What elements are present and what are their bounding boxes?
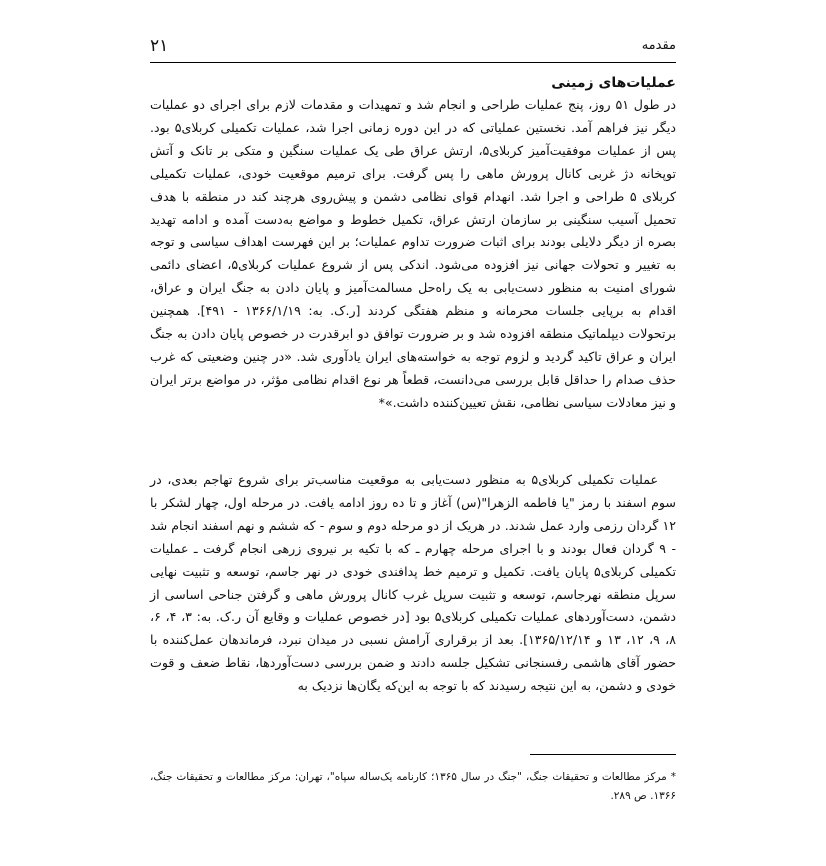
section-heading: عملیات‌های زمینی (551, 75, 676, 91)
running-header-title: مقدمه (641, 38, 676, 53)
running-header (150, 36, 676, 62)
body-paragraph-1: در طول ۵۱ روز، پنج عملیات طراحی و انجام شد و تمهیدات و مقدمات لازم برای اجرای دو عملیات دیگر نیز فراهم آمد. نخستین عملیاتی که در این دوره زمانی اجرا شد، عملیات تکمیلی کربلای۵ بود. پس از عملیات موفقیت‌آمیز کربلای۵، ارتش عراق طی یک عملیات سنگین و متکی بر تانک و آتش توپخانه دژ غربی کانال پرورش ماهی را پس گرفت. برای ترمیم موقعیت خودی، عملیات تکمیلی کربلای ۵ طراحی و اجرا شد. انهدام قوای نظامی دشمن و پیش‌روی هرچند کند در منطقه با هدف تحمیل آسیب سنگینی بر سازمان ارتش عراق، تکمیل خطوط و مواضع به‌دست آمده و ادامه تهدید بصره از دیگر دلایلی بودند برای اثبات ضرورت تداوم عملیات؛ بر این فهرست اهداف سیاسی و توجه به تغییر و تحولات جهانی نیز افزوده می‌شود. اندکی پس از شروع عملیات کربلای۵، اعضای دائمی شورای امنیت به منظور دست‌یابی به یک راه‌حل مسالمت‌آمیز و پایان دادن به جنگ ایران و عراق، اقدام به برپایی جلسات محرمانه و منظم هفتگی کردند [ر.ک. به: ۱۳۶۶/۱/۱۹ - ۴۹۱]. همچنین برتحولات دیپلماتیک منطقه افزوده شد و بر ضرورت توافق دو ابرقدرت در خصوص پایان دادن به جنگ ایران و عراق تاکید گردید و لزوم توجه به خواسته‌های ایران یادآوری شد. «در چنین وضعیتی که غرب حذف صدام را حداقل قابل بررسی می‌دانست، قطعاً هر نوع اقدام نظامی مؤثر، در مواضع برتر ایران و نیز معادلات سیاسی نظامی، نقش تعیین‌کننده داشت.»* (150, 97, 677, 410)
footnote-rule (530, 754, 676, 755)
page-number: ۲۱ (150, 36, 169, 56)
header-rule (150, 62, 676, 63)
body-paragraph-2: عملیات تکمیلی کربلای۵ به منظور دست‌یابی به موقعیت مناسب‌تر برای شروع تهاجم بعدی، در سوم اسفند با رمز "یا فاطمه الزهرا"(س) آغاز و تا ده روز ادامه یافت. در مرحله اول، چهار لشکر با ۱۲ گردان رزمی وارد عمل شدند. در هریک از دو مرحله دوم و سوم - که ششم و نهم اسفند انجام شد - ۹ گردان فعال بودند و با اجرای مرحله چهارم ـ که با تکیه بر نیروی زرهی انجام گرفت ـ عملیات تکمیلی کربلای۵ پایان یافت. تکمیل و ترمیم خط پدافندی خودی در نهر جاسم، توسعه و تثبیت نهایی سرپل منطقه نهرجاسم، توسعه و تثبیت سرپل غرب کانال پرورش ماهی و گرفتن جناحی اساسی از دشمن، دست‌آوردهای عملیات تکمیلی کربلای۵ بود [در خصوص عملیات و وقایع آن ر.ک. به: ۳، ۴، ۶، ۸، ۹، ۱۲، ۱۳ و ۱۳۶۵/۱۲/۱۴]. بعد از برقراری آرامش نسبی در میدان نبرد، فرماندهان عمل‌کننده با حضور آقای هاشمی رفسنجانی تشکیل جلسه دادند و ضمن بررسی دست‌آوردها، نقاط ضعف و قوت خودی و دشمن، به این نتیجه رسیدند که با توجه به این‌که یگان‌ها نزدیک به (150, 472, 676, 694)
footnote: * مرکز مطالعات و تحقیقات جنگ، "جنگ در سال ۱۳۶۵؛ کارنامه یک‌ساله سپاه"، تهران: مرکز مطالعات و تحقیقات جنگ، ۱۳۶۶. ص ۲۸۹. (150, 771, 676, 802)
